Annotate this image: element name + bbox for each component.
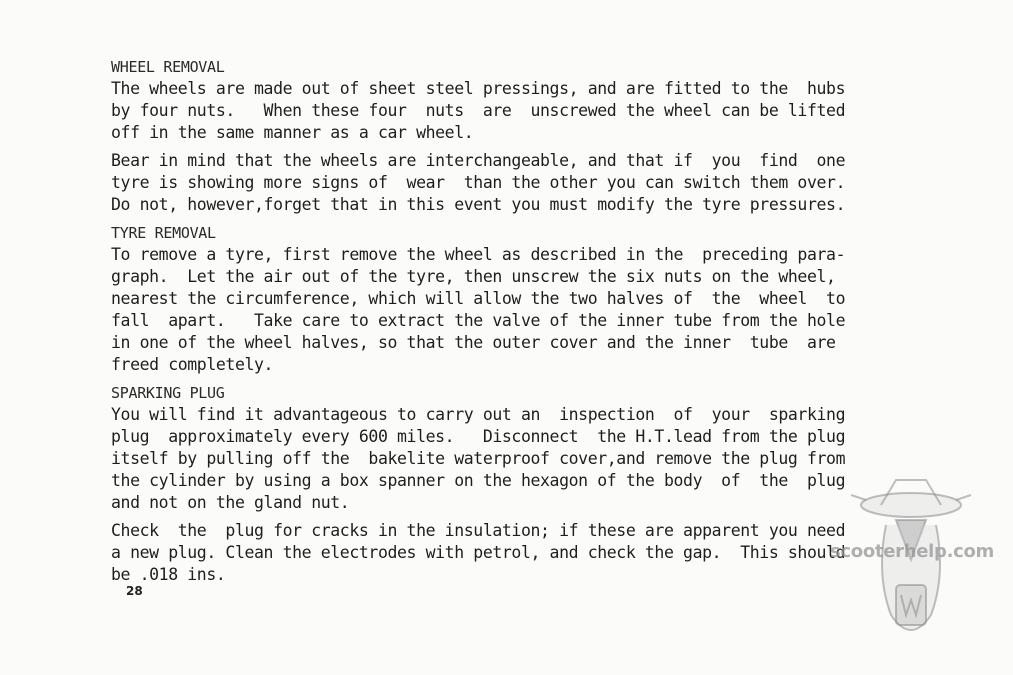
text-line: tyre is showing more signs of wear than the other you can switch them over.	[111, 173, 846, 192]
section	[111, 382, 951, 586]
text-line: off in the same manner as a car wheel.	[111, 123, 474, 142]
text-line: itself by pulling off the bakelite waterproof cover,and remove the plug from	[111, 449, 846, 468]
paragraph	[111, 520, 951, 586]
text-line: plug approximately every 600 miles. Disconnect the H.T.lead from the plug	[111, 427, 846, 446]
text-line: Do not, however,forget that in this event you must modify the tyre pressures.	[111, 195, 846, 214]
section-heading: WHEEL REMOVAL	[111, 58, 225, 76]
watermark-text: scooterhelp.com	[830, 541, 995, 562]
scooter-logo-icon	[826, 465, 996, 665]
paragraph	[111, 244, 951, 376]
text-line: You will find it advantageous to carry out an inspection of your sparking	[111, 405, 846, 424]
section-heading: TYRE REMOVAL	[111, 224, 216, 242]
text-line: graph. Let the air out of the tyre, then unscrew the six nuts on the wheel,	[111, 267, 836, 286]
page-number: 28	[126, 584, 143, 598]
section	[111, 56, 951, 216]
text-line: freed completely.	[111, 355, 274, 374]
text-line: The wheels are made out of sheet steel pressings, and are fitted to the hubs	[111, 79, 846, 98]
text-line: be .018 ins.	[111, 565, 226, 584]
text-line: a new plug. Clean the electrodes with petrol, and check the gap. This should	[111, 543, 846, 562]
text-line: Bear in mind that the wheels are interchangeable, and that if you find one	[111, 151, 846, 170]
text-line: and not on the gland nut.	[111, 493, 350, 512]
paragraph	[111, 404, 951, 514]
section-heading: SPARKING PLUG	[111, 384, 225, 402]
text-line: nearest the circumference, which will allow the two halves of the wheel to	[111, 289, 846, 308]
page-content	[111, 56, 951, 592]
text-line: by four nuts. When these four nuts are unscrewed the wheel can be lifted	[111, 101, 846, 120]
text-line: the cylinder by using a box spanner on the hexagon of the body of the plug	[111, 471, 846, 490]
paragraph	[111, 150, 951, 216]
section	[111, 222, 951, 376]
text-line: in one of the wheel halves, so that the outer cover and the inner tube are	[111, 333, 836, 352]
text-line: To remove a tyre, first remove the wheel as described in the preceding para-	[111, 245, 846, 264]
text-line: fall apart. Take care to extract the valve of the inner tube from the hole	[111, 311, 846, 330]
paragraph	[111, 78, 951, 144]
text-line: Check the plug for cracks in the insulation; if these are apparent you need	[111, 521, 846, 540]
